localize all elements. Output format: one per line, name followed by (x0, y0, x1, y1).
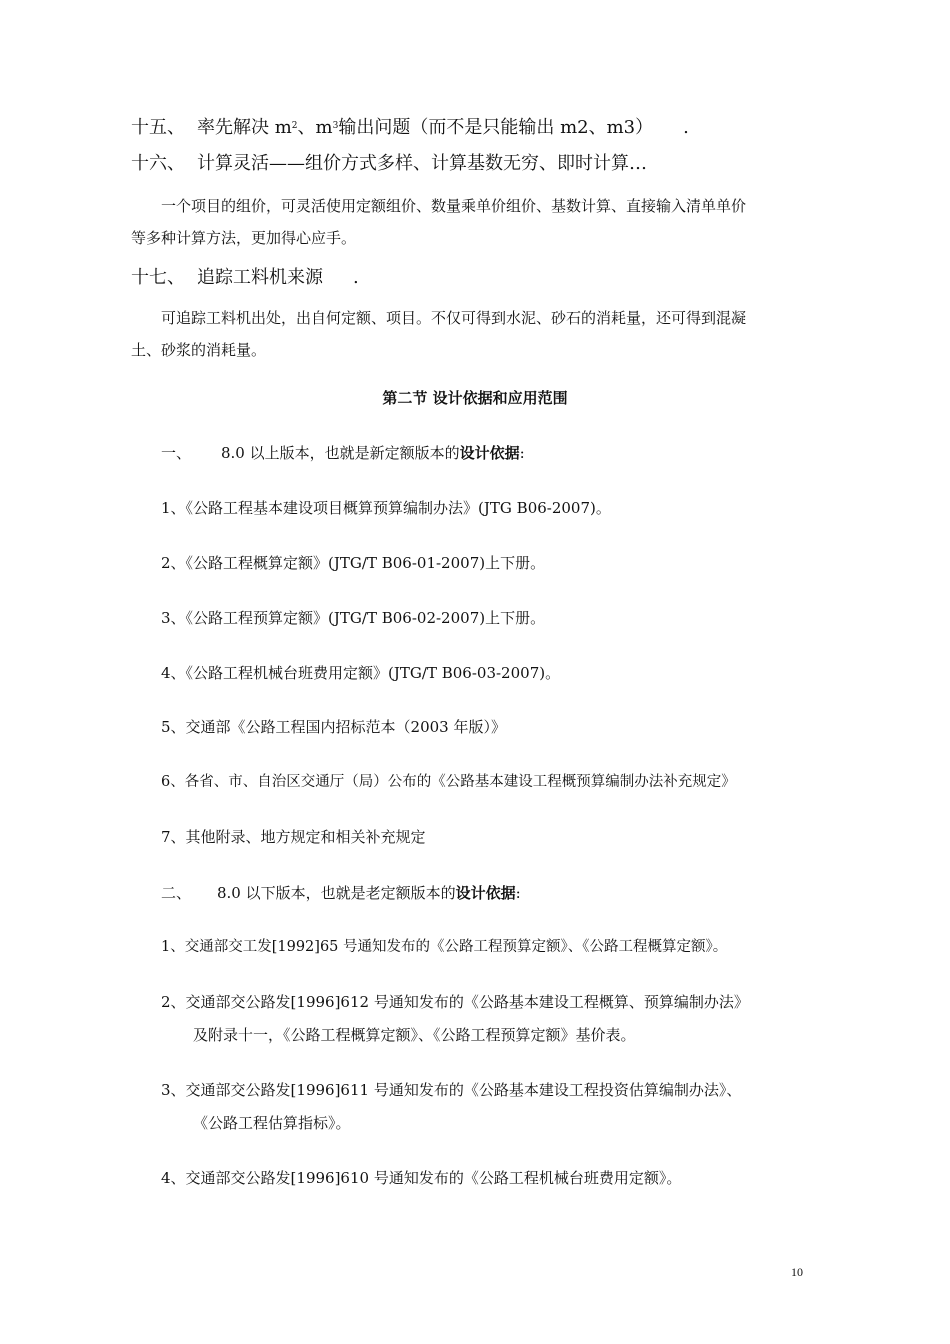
basis-item: 5、交通部《公路工程国内招标范本（2003 年版）》 (161, 718, 506, 736)
item-text-b: 、m (297, 117, 333, 138)
paragraph-line: 一个项目的组价，可灵活使用定额组价、数量乘单价组价、基数计算、直接输入清单单价 (161, 197, 747, 215)
part-heading-1 (161, 443, 525, 463)
paragraph-line: 可追踪工料机出处，出自何定额、项目。不仅可得到水泥、砂石的消耗量，还可得到混凝 (161, 309, 747, 327)
section-title: 第二节 设计依据和应用范围 (382, 389, 568, 407)
list-item-15 (131, 116, 689, 140)
item-text-a: 率先解决 m (197, 117, 292, 138)
basis-item: 3、《公路工程预算定额》(JTG/T B06-02-2007)上下册。 (161, 609, 546, 627)
item-text: 追踪工料机来源 (197, 267, 323, 288)
part-number: 一、 (161, 444, 192, 462)
paragraph-line: 等多种计算方法，更加得心应手。 (131, 229, 357, 247)
basis-item: 2、《公路工程概算定额》(JTG/T B06-01-2007)上下册。 (161, 554, 546, 572)
paragraph-line: 土、砂浆的消耗量。 (131, 341, 267, 359)
basis-item: 2、交通部交公路发[1996]612 号通知发布的《公路基本建设工程概算、预算编制办法》 (161, 993, 749, 1011)
basis-item: 7、其他附录、地方规定和相关补充规定 (161, 828, 426, 846)
trail-dot: . (683, 117, 689, 138)
basis-item: 4、《公路工程机械台班费用定额》(JTG/T B06-03-2007)。 (161, 664, 561, 682)
basis-item: 3、交通部交公路发[1996]611 号通知发布的《公路基本建设工程投资估算编制办法》、 (161, 1081, 742, 1099)
page-number: 10 (791, 1265, 803, 1279)
item-number: 十五、 (131, 117, 185, 138)
superscript: 2 (291, 121, 298, 131)
part-colon: : (519, 444, 525, 462)
basis-item: 1、交通部交工发[1992]65 号通知发布的《公路工程预算定额》、《公路工程概算定额》。 (161, 939, 728, 955)
part-text: 8.0 以下版本，也就是老定额版本的 (217, 884, 456, 902)
part-bold-label: 设计依据 (459, 444, 520, 462)
basis-item-continued: 《公路工程估算指标》。 (193, 1114, 351, 1132)
item-text: 计算灵活——组价方式多样、计算基数无穷、即时计算… (197, 153, 647, 174)
basis-item: 6、各省、市、自治区交通厅（局）公布的《公路基本建设工程概预算编制办法补充规定》 (161, 774, 736, 790)
list-item-17 (131, 266, 359, 290)
part-number: 二、 (161, 884, 192, 902)
superscript: 3 (332, 121, 339, 131)
item-number: 十六、 (131, 153, 185, 174)
basis-item: 1、《公路工程基本建设项目概算预算编制办法》(JTG B06-2007)。 (161, 499, 611, 517)
basis-item: 4、交通部交公路发[1996]610 号通知发布的《公路工程机械台班费用定额》。 (161, 1169, 682, 1187)
part-bold-label: 设计依据 (455, 884, 516, 902)
basis-item-continued: 及附录十一，《公路工程概算定额》、《公路工程预算定额》基价表。 (193, 1026, 636, 1044)
part-heading-2 (161, 883, 521, 903)
part-colon: : (515, 884, 521, 902)
item-number: 十七、 (131, 267, 185, 288)
item-text (197, 117, 653, 138)
item-text-c: 输出问题（而不是只能输出 m2、m3） (338, 117, 654, 138)
trail-dot: . (353, 267, 359, 288)
part-text: 8.0 以上版本，也就是新定额版本的 (221, 444, 460, 462)
list-item-16 (131, 152, 647, 176)
